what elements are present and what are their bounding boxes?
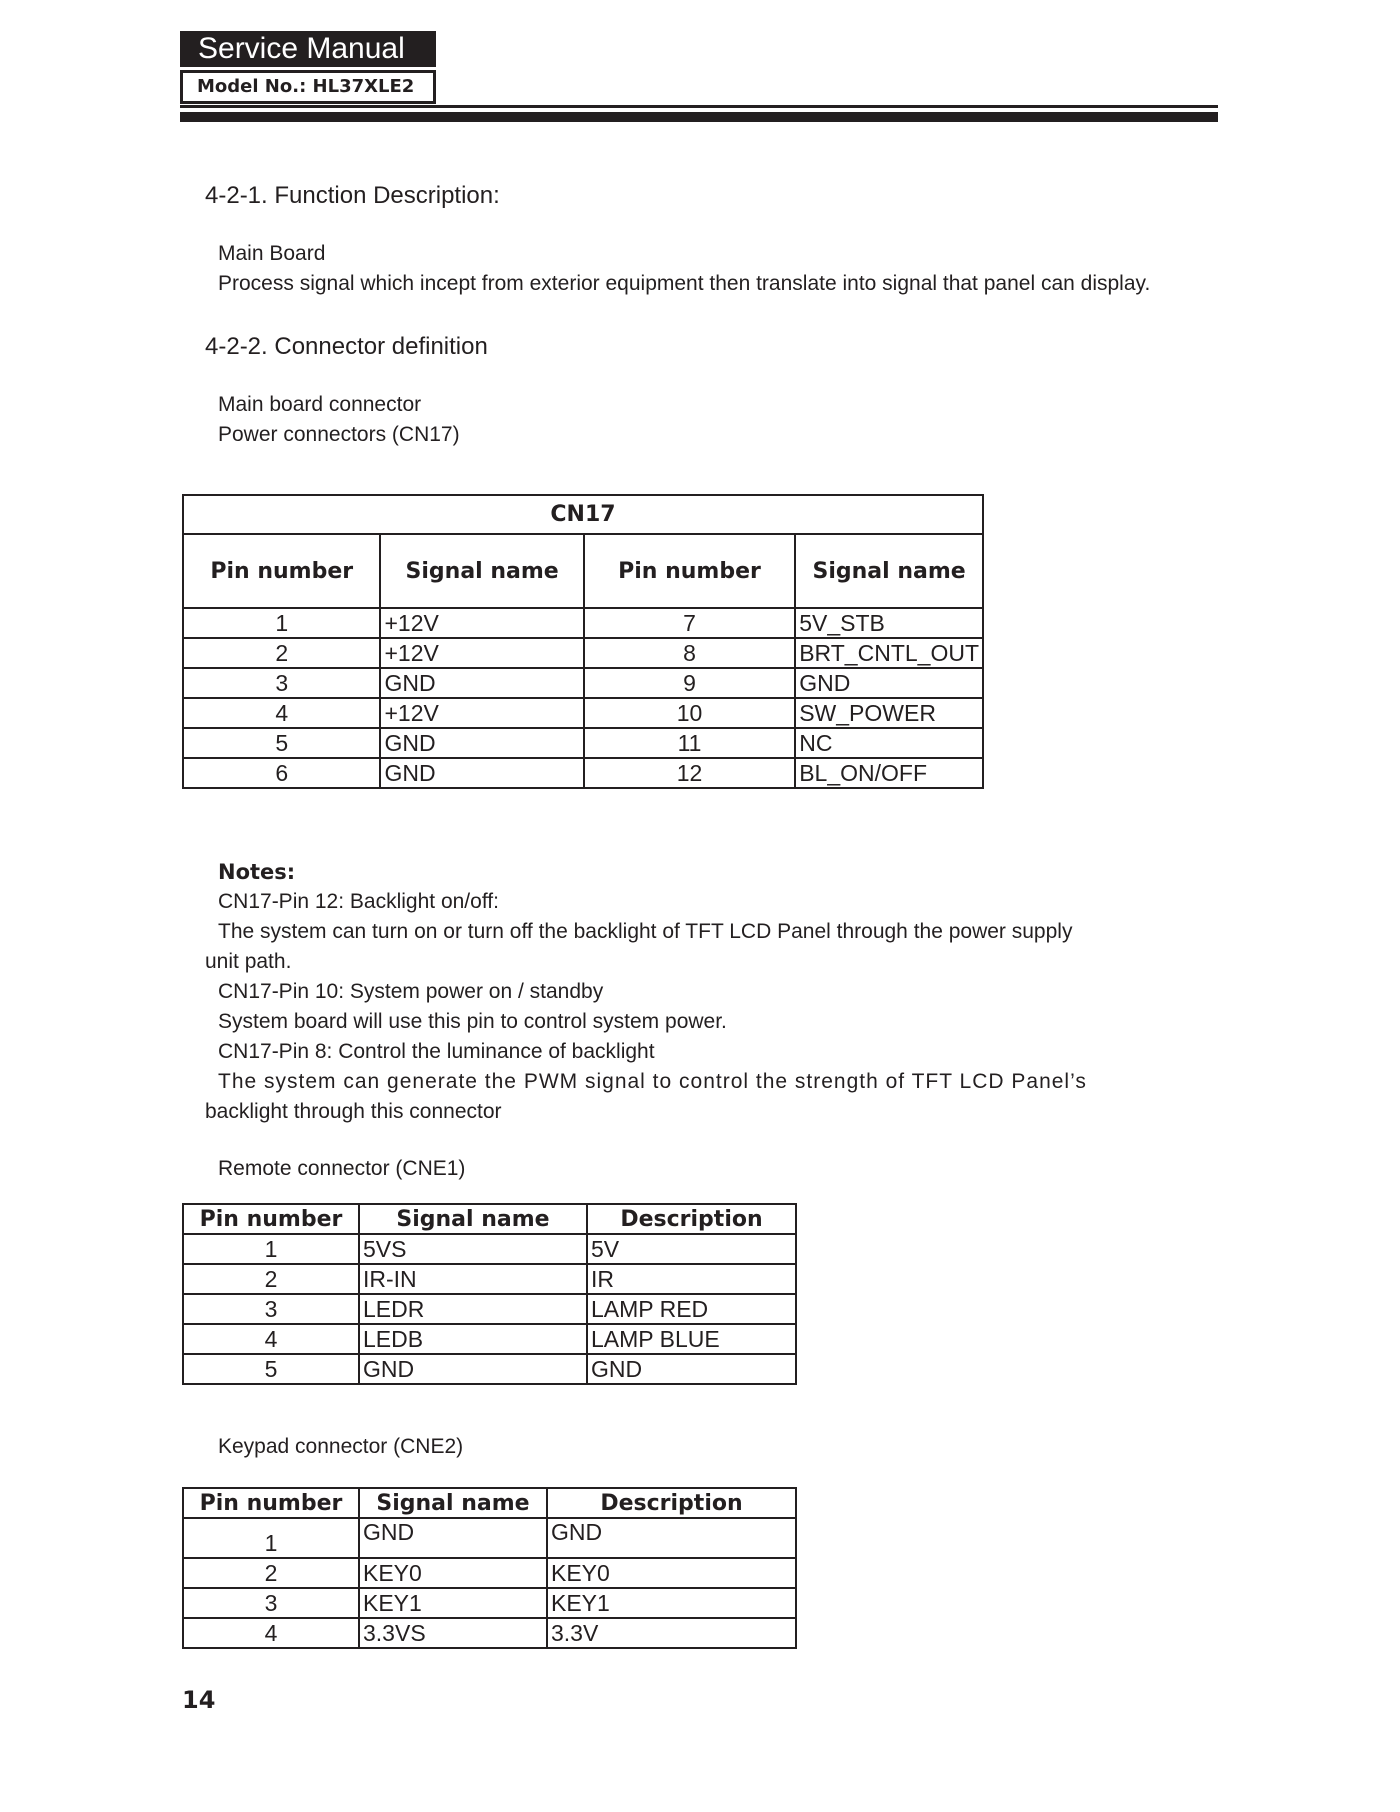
header-rule-thin [180,105,1218,108]
cell: KEY1 [547,1588,796,1618]
cell: 10 [584,698,795,728]
function-text: Process signal which incept from exterior equipment then translate into signal that panel can display. [218,272,1151,295]
cell: SW_POWER [795,698,983,728]
note-line: CN17-Pin 12: Backlight on/off: [218,890,499,913]
cell: LEDR [359,1294,587,1324]
note-line: The system can turn on or turn off the backlight of TFT LCD Panel through the power supply [218,920,1073,943]
cell: IR-IN [359,1264,587,1294]
col-header: Pin number [584,534,795,608]
cn17-title: CN17 [183,495,983,534]
table-row [183,1588,796,1618]
note-line: CN17-Pin 8: Control the luminance of backlight [218,1040,655,1063]
cell: LAMP BLUE [587,1324,796,1354]
cell: KEY0 [359,1558,547,1588]
cell: 12 [584,758,795,788]
cell: 7 [584,608,795,638]
cell: 6 [183,758,380,788]
cell: 3.3V [547,1618,796,1648]
connector-sub1: Main board connector [218,393,422,416]
col-header: Signal name [795,534,983,608]
table-row [183,1324,796,1354]
cell: 5V [587,1234,796,1264]
col-header: Signal name [380,534,583,608]
note-line: unit path. [205,950,292,973]
function-subheading: Main Board [218,242,326,265]
cell: 11 [584,728,795,758]
cell: 2 [183,638,380,668]
cell: IR [587,1264,796,1294]
cne2-label: Keypad connector (CNE2) [218,1435,464,1458]
cell: 5VS [359,1234,587,1264]
table-row [183,1264,796,1294]
cell: GND [795,668,983,698]
cell: GND [380,728,583,758]
cell: 3 [183,668,380,698]
table-row [183,1558,796,1588]
cell: BRT_CNTL_OUT [795,638,983,668]
connector-sub2: Power connectors (CN17) [218,423,460,446]
note-line: System board will use this pin to control system power. [218,1010,727,1033]
cell: 2 [183,1558,359,1588]
table-row [183,1618,796,1648]
cell: 3 [183,1294,359,1324]
cell: 5V_STB [795,608,983,638]
manual-title: Service Manual [180,31,436,67]
cell: 8 [584,638,795,668]
cell: GND [587,1354,796,1384]
note-line: backlight through this connector [205,1100,502,1123]
cell: KEY1 [359,1588,547,1618]
cell: 5 [183,728,380,758]
cell: 1 [183,1234,359,1264]
cne1-table [182,1203,797,1385]
cell: 1 [183,608,380,638]
model-number: Model No.: HL37XLE2 [180,70,436,104]
cell: GND [359,1518,547,1558]
table-row [183,758,983,788]
table-row [183,728,983,758]
cell: GND [380,668,583,698]
cne1-label: Remote connector (CNE1) [218,1157,466,1180]
connector-heading: 4-2-2. Connector definition [205,333,488,360]
page-number: 14 [182,1686,216,1714]
cell: 3 [183,1588,359,1618]
function-heading: 4-2-1. Function Description: [205,182,500,209]
table-row [183,608,983,638]
cell: +12V [380,698,583,728]
table-row [183,1518,796,1558]
cell: 1 [183,1518,359,1558]
table-row [183,1234,796,1264]
table-row [183,698,983,728]
cell: 3.3VS [359,1618,547,1648]
cn17-table [182,494,984,789]
table-row [183,638,983,668]
table-row [183,1354,796,1384]
cell: LEDB [359,1324,587,1354]
col-header: Signal name [359,1204,587,1234]
note-line: The system can generate the PWM signal to control the strength of TFT LCD Panel’s [218,1070,1087,1093]
cell: LAMP RED [587,1294,796,1324]
col-header: Pin number [183,1488,359,1518]
cell: 4 [183,698,380,728]
table-row [183,1294,796,1324]
cell: NC [795,728,983,758]
table-row [183,668,983,698]
col-header: Signal name [359,1488,547,1518]
cell: KEY0 [547,1558,796,1588]
col-header: Pin number [183,534,380,608]
cell: 5 [183,1354,359,1384]
cell: 2 [183,1264,359,1294]
cell: 4 [183,1324,359,1354]
cell: +12V [380,638,583,668]
cell: GND [380,758,583,788]
cell: GND [547,1518,796,1558]
note-line: CN17-Pin 10: System power on / standby [218,980,604,1003]
cell: +12V [380,608,583,638]
cell: 9 [584,668,795,698]
cell: BL_ON/OFF [795,758,983,788]
col-header: Pin number [183,1204,359,1234]
cell: 4 [183,1618,359,1648]
cell: GND [359,1354,587,1384]
col-header: Description [587,1204,796,1234]
header-rule-thick [180,112,1218,122]
cne2-table [182,1487,797,1649]
notes-title: Notes: [218,860,296,884]
col-header: Description [547,1488,796,1518]
